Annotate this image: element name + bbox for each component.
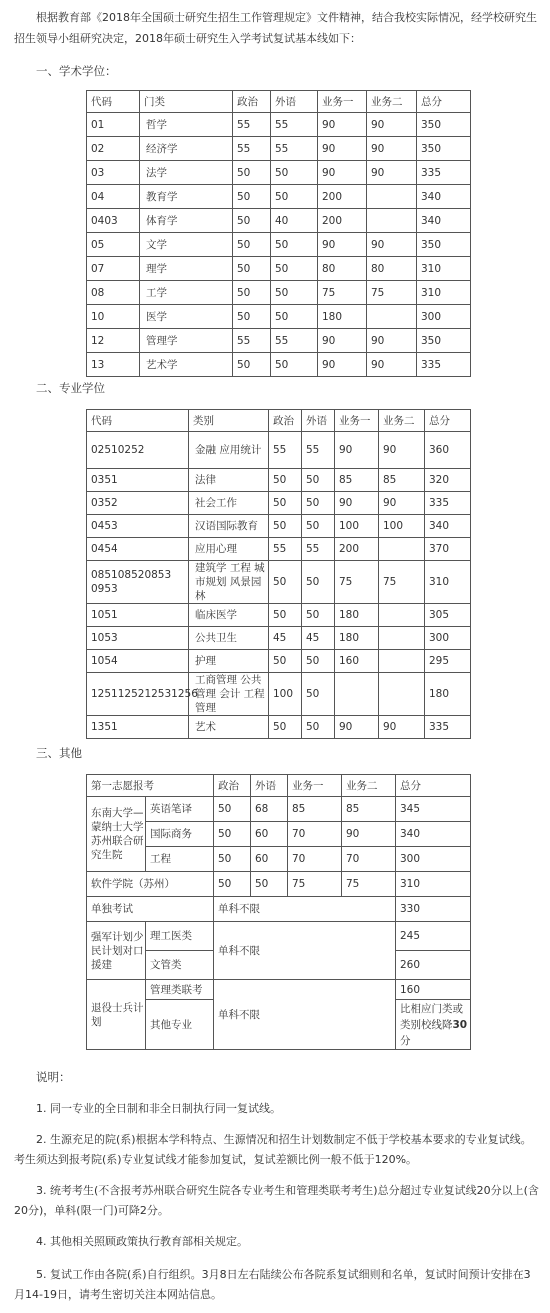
table-cell: 300 [417, 305, 471, 329]
table-cell: 60 [251, 822, 288, 847]
table-cell [396, 1000, 471, 1050]
header-cell: 总分 [396, 775, 471, 797]
table-cell: 90 [335, 716, 379, 739]
table-cell: 90 [318, 329, 367, 353]
notes-title: 说明： [36, 1070, 71, 1084]
header-cell: 第一志愿报考 [87, 775, 214, 797]
table-cell: 50 [233, 257, 271, 281]
table-cell: 12 [87, 329, 140, 353]
table-cell: 55 [233, 137, 271, 161]
table-cell: 55 [271, 137, 318, 161]
table-cell: 07 [87, 257, 140, 281]
table-cell: 100 [335, 515, 379, 538]
table-cell: 国际商务 [146, 822, 214, 847]
table-cell: 50 [233, 233, 271, 257]
table-cell: 50 [271, 305, 318, 329]
table-cell: 50 [302, 515, 335, 538]
table-cell: 320 [425, 469, 471, 492]
table-cell: 02 [87, 137, 140, 161]
table-cell: 75 [367, 281, 417, 305]
table-cell: 1054 [87, 650, 189, 673]
table-cell: 90 [367, 233, 417, 257]
table-cell: 90 [335, 492, 379, 515]
table-row [87, 305, 471, 329]
table-cell: 55 [269, 538, 302, 561]
table-cell: 护理 [189, 650, 269, 673]
table-cell: 295 [425, 650, 471, 673]
table-cell: 管理学 [140, 329, 233, 353]
table-cell: 0453 [87, 515, 189, 538]
note-item: 4. 其他相关照顾政策执行教育部相关规定。 [36, 1235, 248, 1248]
table-cell: 理学 [140, 257, 233, 281]
table-cell: 90 [379, 492, 425, 515]
header-cell: 外语 [302, 410, 335, 432]
table-cell: 180 [318, 305, 367, 329]
table-cell: 50 [269, 604, 302, 627]
table-cell: 50 [271, 233, 318, 257]
table-cell: 260 [396, 951, 471, 980]
table-cell: 335 [425, 716, 471, 739]
table-row [87, 922, 471, 951]
table-row [87, 716, 471, 739]
table-cell: 200 [318, 209, 367, 233]
table-cell [379, 538, 425, 561]
header-cell: 门类 [140, 91, 233, 113]
section-academic-title: 一、学术学位： [36, 64, 117, 78]
table-cell: 金融 应用统计 [189, 432, 269, 469]
header-cell: 业务一 [335, 410, 379, 432]
table-cell: 50 [302, 673, 335, 716]
table-row [87, 538, 471, 561]
table-cell: 55 [271, 113, 318, 137]
table-cell: 理工医类 [146, 922, 214, 951]
table-row [87, 872, 471, 897]
table-cell: 应用心理 [189, 538, 269, 561]
table-cell: 340 [417, 209, 471, 233]
table-cell: 085108520853 0953 [87, 561, 189, 604]
table-cell: 法律 [189, 469, 269, 492]
professional-table [86, 409, 471, 739]
table-cell: 100 [269, 673, 302, 716]
table-cell: 医学 [140, 305, 233, 329]
table-row [87, 561, 471, 604]
table-cell: 哲学 [140, 113, 233, 137]
table-cell: 370 [425, 538, 471, 561]
table-cell: 临床医学 [189, 604, 269, 627]
table-cell: 45 [302, 627, 335, 650]
note-item: 1. 同一专业的全日制和非全日制执行同一复试线。 [36, 1102, 281, 1115]
table-cell: 90 [379, 716, 425, 739]
table-cell: 310 [417, 257, 471, 281]
header-cell: 业务二 [379, 410, 425, 432]
table-cell: 英语笔译 [146, 797, 214, 822]
table-cell: 经济学 [140, 137, 233, 161]
header-cell: 业务二 [367, 91, 417, 113]
table-cell: 70 [288, 822, 342, 847]
rule-number: 30 [452, 1018, 468, 1031]
table-cell: 50 [269, 469, 302, 492]
header-cell: 政治 [214, 775, 251, 797]
table-cell: 90 [318, 161, 367, 185]
table-row [87, 137, 471, 161]
table-cell: 55 [269, 432, 302, 469]
table-row [87, 492, 471, 515]
table-row [87, 113, 471, 137]
table-cell: 50 [302, 492, 335, 515]
note-item: 2. 生源充足的院(系)根据本学科特点、生源情况和招生计划数制定不低于学校基本要求的专业复试线。考生须达到报考院(系)专业复试线才能参加复试，复试差额比例一般不低于120%。 [14, 1133, 532, 1166]
table-cell: 55 [302, 432, 335, 469]
table-cell: 100 [379, 515, 425, 538]
table-row [87, 627, 471, 650]
table-cell: 1053 [87, 627, 189, 650]
table-cell: 01 [87, 113, 140, 137]
table-cell: 0352 [87, 492, 189, 515]
header-cell: 政治 [269, 410, 302, 432]
table-cell: 160 [335, 650, 379, 673]
header-cell: 业务一 [318, 91, 367, 113]
table-cell: 245 [396, 922, 471, 951]
table-cell: 90 [335, 432, 379, 469]
table-cell: 文管类 [146, 951, 214, 980]
table-cell: 68 [251, 797, 288, 822]
table-cell: 310 [417, 281, 471, 305]
table-cell: 50 [269, 716, 302, 739]
table-cell: 310 [425, 561, 471, 604]
table-cell: 50 [302, 716, 335, 739]
table-cell: 50 [302, 469, 335, 492]
table-cell: 75 [342, 872, 396, 897]
table-cell: 75 [379, 561, 425, 604]
table-cell: 软件学院（苏州） [87, 872, 214, 897]
table-cell [367, 209, 417, 233]
table-cell: 50 [233, 353, 271, 377]
note-item: 5. 复试工作由各院(系)自行组织。3月8日左右陆续公布各院系复试细则和名单，复试时间预计安排在3月14-19日，请考生密切关注本网站信息。 [14, 1268, 531, 1301]
table-cell: 50 [233, 185, 271, 209]
table-cell: 其他专业 [146, 1000, 214, 1050]
table-cell: 85 [335, 469, 379, 492]
table-row [87, 329, 471, 353]
table-row [87, 432, 471, 469]
table-cell: 1251125212531256 [87, 673, 189, 716]
table-cell: 工程 [146, 847, 214, 872]
table-cell: 200 [318, 185, 367, 209]
table-cell [379, 650, 425, 673]
table-cell: 75 [318, 281, 367, 305]
header-cell: 外语 [271, 91, 318, 113]
table-cell: 340 [396, 822, 471, 847]
table-row [87, 353, 471, 377]
header-cell: 业务二 [342, 775, 396, 797]
table-cell: 04 [87, 185, 140, 209]
table-cell: 单科不限 [214, 980, 396, 1050]
table-cell: 340 [425, 515, 471, 538]
table-cell: 345 [396, 797, 471, 822]
strong-army-cell: 强军计划少民计划对口援建 [87, 922, 146, 980]
table-row [87, 469, 471, 492]
table-cell: 80 [318, 257, 367, 281]
table-cell: 50 [302, 650, 335, 673]
table-cell [379, 604, 425, 627]
table-cell: 0351 [87, 469, 189, 492]
table-cell: 50 [214, 822, 251, 847]
table-cell: 360 [425, 432, 471, 469]
table-cell: 1351 [87, 716, 189, 739]
table-row [87, 233, 471, 257]
table-cell: 85 [379, 469, 425, 492]
table-cell: 50 [233, 161, 271, 185]
table-row [87, 604, 471, 627]
table-cell: 335 [425, 492, 471, 515]
table-cell: 330 [396, 897, 471, 922]
header-cell: 政治 [233, 91, 271, 113]
table-cell [367, 305, 417, 329]
header-cell: 外语 [251, 775, 288, 797]
table-cell: 180 [335, 604, 379, 627]
table-cell: 50 [302, 561, 335, 604]
table-cell: 55 [302, 538, 335, 561]
table-cell: 建筑学 工程 城市规划 风景园林 [189, 561, 269, 604]
table-cell [379, 673, 425, 716]
table-cell: 305 [425, 604, 471, 627]
table-cell: 文学 [140, 233, 233, 257]
table-cell: 335 [417, 161, 471, 185]
table-cell: 13 [87, 353, 140, 377]
table-row [87, 797, 471, 822]
table-cell: 工商管理 公共管理 会计 工程管理 [189, 673, 269, 716]
table-cell: 单科不限 [214, 897, 396, 922]
table-cell: 90 [318, 233, 367, 257]
table-cell: 50 [214, 797, 251, 822]
table-cell: 80 [367, 257, 417, 281]
table-row [87, 980, 471, 1000]
table-cell: 10 [87, 305, 140, 329]
table-cell: 55 [271, 329, 318, 353]
table-cell: 1051 [87, 604, 189, 627]
rule-unit: 分 [400, 1034, 411, 1047]
table-cell: 70 [288, 847, 342, 872]
table-cell: 02510252 [87, 432, 189, 469]
table-cell: 50 [214, 847, 251, 872]
header-cell: 类别 [189, 410, 269, 432]
table-cell: 50 [233, 209, 271, 233]
table-cell: 90 [318, 353, 367, 377]
table-cell: 300 [425, 627, 471, 650]
header-row [87, 410, 471, 432]
table-cell: 90 [318, 137, 367, 161]
table-cell: 体育学 [140, 209, 233, 233]
table-cell: 85 [288, 797, 342, 822]
table-cell: 340 [417, 185, 471, 209]
table-cell: 40 [271, 209, 318, 233]
table-cell: 50 [302, 604, 335, 627]
table-cell: 55 [233, 113, 271, 137]
table-cell: 90 [367, 329, 417, 353]
table-cell: 350 [417, 113, 471, 137]
table-cell: 160 [396, 980, 471, 1000]
table-cell: 0403 [87, 209, 140, 233]
table-cell: 50 [271, 161, 318, 185]
table-cell: 90 [342, 822, 396, 847]
table-cell: 单科不限 [214, 922, 396, 980]
table-cell: 50 [271, 281, 318, 305]
table-cell: 75 [335, 561, 379, 604]
intro-paragraph: 根据教育部《2018年全国硕士研究生招生工作管理规定》文件精神，结合我校实际情况，经学校研究生招生领导小组研究决定，2018年硕士研究生入学考试复试基本线如下： [14, 11, 537, 45]
table-cell: 艺术 [189, 716, 269, 739]
table-cell: 180 [425, 673, 471, 716]
table-cell: 50 [271, 353, 318, 377]
section-other-title: 三、其他 [36, 746, 82, 760]
table-cell [335, 673, 379, 716]
table-cell: 200 [335, 538, 379, 561]
table-row [87, 673, 471, 716]
table-cell: 50 [271, 257, 318, 281]
table-row [87, 650, 471, 673]
table-cell [379, 627, 425, 650]
table-cell: 50 [269, 561, 302, 604]
table-cell: 50 [233, 281, 271, 305]
table-cell: 工学 [140, 281, 233, 305]
table-cell: 50 [214, 872, 251, 897]
table-row [87, 161, 471, 185]
table-cell: 08 [87, 281, 140, 305]
table-cell: 艺术学 [140, 353, 233, 377]
table-cell: 70 [342, 847, 396, 872]
note-item: 3. 统考考生(不含报考苏州联合研究生院各专业考生和管理类联考考生)总分超过专业复试线20分以上(含20分)，单科(限一门)可降2分。 [14, 1184, 539, 1217]
table-cell: 90 [367, 353, 417, 377]
table-cell: 50 [269, 650, 302, 673]
table-row [87, 209, 471, 233]
table-cell: 90 [367, 137, 417, 161]
table-cell: 法学 [140, 161, 233, 185]
table-cell: 03 [87, 161, 140, 185]
table-cell: 50 [251, 872, 288, 897]
table-cell: 50 [271, 185, 318, 209]
table-row [87, 281, 471, 305]
table-cell [367, 185, 417, 209]
table-cell: 90 [318, 113, 367, 137]
other-table [86, 774, 471, 1050]
table-cell: 350 [417, 233, 471, 257]
table-cell: 335 [417, 353, 471, 377]
table-cell: 90 [379, 432, 425, 469]
table-cell: 90 [367, 113, 417, 137]
other-header-row [87, 775, 471, 797]
header-cell: 总分 [417, 91, 471, 113]
header-cell: 代码 [87, 91, 140, 113]
header-cell: 业务一 [288, 775, 342, 797]
table-cell: 75 [288, 872, 342, 897]
header-cell: 代码 [87, 410, 189, 432]
table-cell: 60 [251, 847, 288, 872]
table-cell: 180 [335, 627, 379, 650]
table-cell: 单独考试 [87, 897, 214, 922]
table-cell: 350 [417, 137, 471, 161]
header-row [87, 91, 471, 113]
rule-text: 比相应门类或类别校线降 [400, 1002, 463, 1031]
table-row [87, 515, 471, 538]
table-cell: 90 [367, 161, 417, 185]
table-cell: 0454 [87, 538, 189, 561]
table-cell: 社会工作 [189, 492, 269, 515]
section-professional-title: 二、专业学位 [36, 381, 105, 395]
table-cell: 50 [233, 305, 271, 329]
academic-table [86, 90, 471, 377]
table-cell: 50 [269, 515, 302, 538]
table-cell: 45 [269, 627, 302, 650]
table-row [87, 185, 471, 209]
table-row [87, 257, 471, 281]
table-row [87, 897, 471, 922]
table-cell: 05 [87, 233, 140, 257]
table-cell: 50 [269, 492, 302, 515]
joint-school-cell: 东南大学—蒙纳士大学苏州联合研究生院 [87, 797, 146, 872]
table-cell: 管理类联考 [146, 980, 214, 1000]
table-cell: 85 [342, 797, 396, 822]
table-cell: 公共卫生 [189, 627, 269, 650]
veteran-cell: 退役士兵计划 [87, 980, 146, 1050]
table-cell: 350 [417, 329, 471, 353]
table-cell: 55 [233, 329, 271, 353]
header-cell: 总分 [425, 410, 471, 432]
table-cell: 300 [396, 847, 471, 872]
table-cell: 教育学 [140, 185, 233, 209]
table-cell: 汉语国际教育 [189, 515, 269, 538]
table-cell: 310 [396, 872, 471, 897]
